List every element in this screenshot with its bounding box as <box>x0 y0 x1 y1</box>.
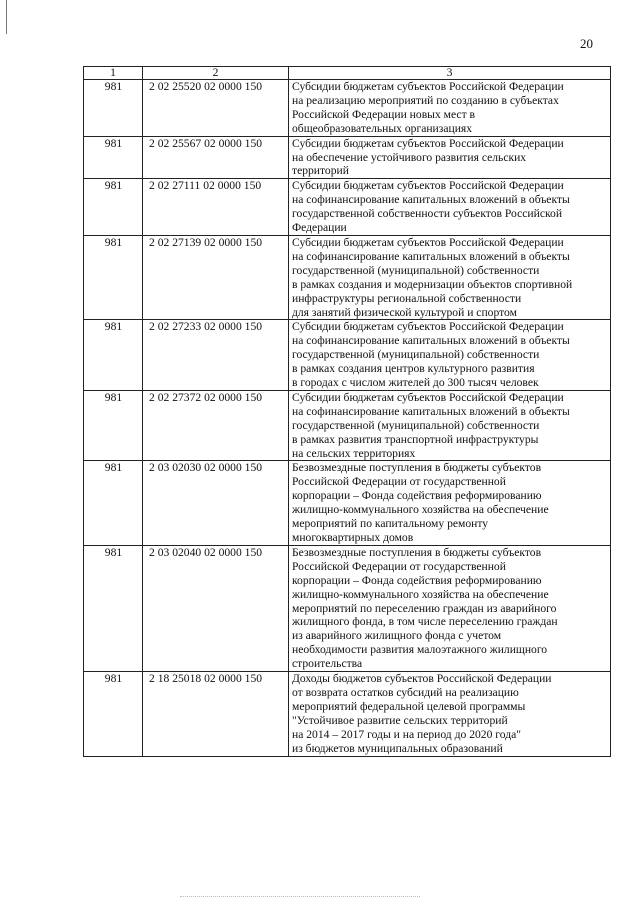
income-name-line: в рамках развития транспортной инфраструктуры <box>292 432 539 446</box>
income-name-cell <box>289 545 611 671</box>
income-name-cell <box>289 80 611 137</box>
scan-artifact <box>180 896 420 899</box>
admin-code-cell: 981 <box>84 80 143 137</box>
income-name-line: в городах с числом жителей до 300 тысяч человек <box>292 376 539 390</box>
admin-code-cell: 981 <box>84 320 143 391</box>
table-header-row <box>84 67 611 80</box>
income-name-line: инфраструктуры региональной собственности <box>292 291 522 305</box>
income-name-line: корпорации – Фонда содействия реформированию <box>292 573 542 587</box>
income-name-line: государственной (муниципальной) собственности <box>292 418 540 432</box>
income-name-line: в рамках создания центров культурного развития <box>292 362 535 376</box>
budget-code-cell: 2 02 27111 02 0000 150 <box>143 179 289 236</box>
budget-code-cell: 2 02 27233 02 0000 150 <box>143 320 289 391</box>
column-header-admin: 1 <box>84 67 143 80</box>
budget-code-cell: 2 18 25018 02 0000 150 <box>143 672 289 756</box>
income-name-cell <box>289 461 611 545</box>
income-name-cell <box>289 390 611 461</box>
budget-code-cell: 2 03 02030 02 0000 150 <box>143 461 289 545</box>
income-name-cell <box>289 235 611 319</box>
income-name-line: государственной (муниципальной) собственности <box>292 263 540 277</box>
table-row <box>84 320 611 391</box>
income-name-line: из бюджетов муниципальных образований <box>292 741 503 755</box>
income-name-line: Субсидии бюджетам субъектов Российской Федерации <box>292 80 564 93</box>
income-name-line: мероприятий по переселению граждан из аварийного <box>292 601 557 615</box>
table-row <box>84 80 611 137</box>
income-name-line: на реализацию мероприятий по созданию в субъектах <box>292 93 559 107</box>
income-name-line: Федерации <box>292 221 347 235</box>
admin-code-cell: 981 <box>84 235 143 319</box>
admin-code-cell: 981 <box>84 672 143 756</box>
income-name-line: Субсидии бюджетам субъектов Российской Федерации <box>292 320 564 334</box>
income-name-line: Доходы бюджетов субъектов Российской Федерации <box>292 672 552 686</box>
income-name-line: жилищного фонда, в том числе переселению граждан <box>292 615 558 629</box>
income-name-line: из аварийного жилищного фонда с учетом <box>292 629 502 643</box>
admin-code-cell: 981 <box>84 390 143 461</box>
budget-code-cell: 2 02 25520 02 0000 150 <box>143 80 289 137</box>
table-row <box>84 179 611 236</box>
admin-code-cell: 981 <box>84 461 143 545</box>
income-name-line: на 2014 – 2017 годы и на период до 2020 года" <box>292 727 521 741</box>
income-name-line: Субсидии бюджетам субъектов Российской Федерации <box>292 390 564 404</box>
table-row <box>84 461 611 545</box>
income-name-cell <box>289 136 611 179</box>
income-name-line: мероприятий по капитальному ремонту <box>292 517 489 531</box>
budget-classification-table <box>83 66 611 757</box>
income-name-line: жилищно-коммунального хозяйства на обеспечение <box>292 587 549 601</box>
budget-code-cell: 2 02 27139 02 0000 150 <box>143 235 289 319</box>
income-name-line: корпорации – Фонда содействия реформированию <box>292 489 542 503</box>
admin-code-cell: 981 <box>84 545 143 671</box>
income-name-line: на софинансирование капитальных вложений в объекты <box>292 249 570 263</box>
income-name-line: жилищно-коммунального хозяйства на обеспечение <box>292 503 549 517</box>
income-name-line: в рамках создания и модернизации объектов спортивной <box>292 277 573 291</box>
income-name-line: мероприятий федеральной целевой программы <box>292 699 526 713</box>
income-name-line: общеобразовательных организациях <box>292 121 473 135</box>
income-name-line: государственной (муниципальной) собственности <box>292 348 540 362</box>
income-name-line: от возврата остатков субсидий на реализацию <box>292 685 519 699</box>
table-body <box>84 80 611 757</box>
income-name-line: необходимости развития малоэтажного жилищного <box>292 643 548 657</box>
income-name-line: Субсидии бюджетам субъектов Российской Федерации <box>292 235 564 249</box>
income-name-line: на софинансирование капитальных вложений в объекты <box>292 404 570 418</box>
income-name-line: Российской Федерации от государственной <box>292 475 506 489</box>
income-name-line: государственной собственности субъектов Российской <box>292 207 563 221</box>
margin-mark <box>6 0 7 34</box>
income-name-line: на софинансирование капитальных вложений в объекты <box>292 193 570 207</box>
income-name-cell <box>289 179 611 236</box>
income-name-line: Безвозмездные поступления в бюджеты субъектов <box>292 461 542 475</box>
income-name-line: на софинансирование капитальных вложений в объекты <box>292 334 570 348</box>
table-row <box>84 390 611 461</box>
income-name-cell <box>289 320 611 391</box>
budget-code-cell: 2 03 02040 02 0000 150 <box>143 545 289 671</box>
income-name-line: строительства <box>292 657 363 671</box>
budget-code-cell: 2 02 27372 02 0000 150 <box>143 390 289 461</box>
income-name-line: "Устойчивое развитие сельских территорий <box>292 713 508 727</box>
column-header-name: 3 <box>289 67 611 80</box>
income-name-line: Российской Федерации новых мест в <box>292 107 476 121</box>
income-name-line: территорий <box>292 164 349 178</box>
income-name-line: на обеспечение устойчивого развития сельских <box>292 150 527 164</box>
income-name-cell <box>289 672 611 756</box>
table-row <box>84 136 611 179</box>
income-name-line: на сельских территориях <box>292 446 416 460</box>
income-name-line: для занятий физической культурой и спортом <box>292 305 517 319</box>
admin-code-cell: 981 <box>84 136 143 179</box>
budget-code-cell: 2 02 25567 02 0000 150 <box>143 136 289 179</box>
table-row <box>84 235 611 319</box>
income-name-line: Российской Федерации от государственной <box>292 559 506 573</box>
income-name-line: Безвозмездные поступления в бюджеты субъектов <box>292 545 542 559</box>
table-row <box>84 672 611 756</box>
income-name-line: Субсидии бюджетам субъектов Российской Федерации <box>292 136 564 150</box>
income-name-line: Субсидии бюджетам субъектов Российской Федерации <box>292 179 564 193</box>
table-row <box>84 545 611 671</box>
column-header-code: 2 <box>143 67 289 80</box>
admin-code-cell: 981 <box>84 179 143 236</box>
page-number: 20 <box>580 36 593 51</box>
income-name-line: многоквартирных домов <box>292 531 414 544</box>
